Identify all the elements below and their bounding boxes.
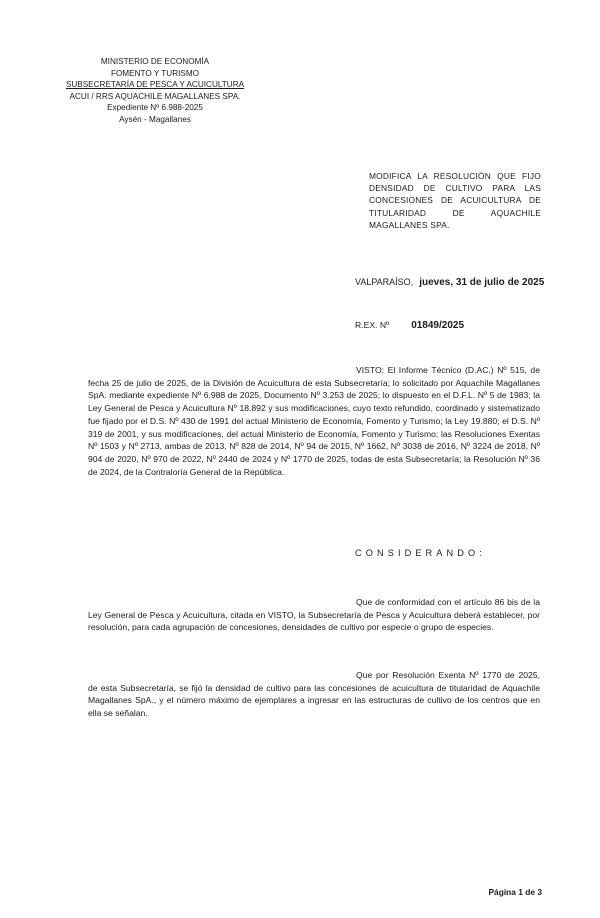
expediente-number: Expediente Nº 6.988-2025 — [107, 103, 203, 113]
considerando-heading: CONSIDERANDO: — [355, 548, 486, 558]
subsecretariat-line: SUBSECRETARÍA DE PESCA Y ACUICULTURA — [65, 80, 245, 90]
considerando-paragraph-1: Que de conformidad con el artículo 86 bis de la Ley General de Pesca y Acuicultura, citada en VISTO, la Subsecretaría de Pesca y Acuicultura deberá establecer, por resolución, para cada agrupación de concesiones, densidades de cultivo por especie o grupo de especies. — [88, 597, 540, 633]
institution-header — [40, 56, 270, 126]
visto-paragraph: VISTO: El Informe Técnico (D.AC.) Nº 515, de fecha 25 de julio de 2025, de la División de Acuicultura de esta Subsecretaría; lo solicitado por Aquachile Magallanes SpA. mediante expediente Nº 6.988 de 2025, Documento Nº 3.253 de 2025; lo dispuesto en el D.F.L. Nº 5 de 1983; la Ley General de Pesca y Acuicultura Nº 18.892 y sus modificaciones, cuyo texto refundido, coordinado y sistematizado fue fijado por el D.S. Nº 430 de 1991 del actual Ministerio de Economía, Fomento y Turismo; la Ley 19.880; el D.S. Nº 319 de 2001, y sus modificaciones, del actual Ministerio de Economía, Fomento y Turismo; las Resoluciones Exentas Nº 1503 y Nº 2713, ambas de 2013, Nº 828 de 2014, Nº 94 de 2015, Nº 1662, Nº 3038 de 2016, Nº 3224 de 2018, Nº 904 de 2020, Nº 970 de 2022, Nº 2440 de 2024 y Nº 1770 de 2025, todas de esta Subsecretaría; la Resolución Nº 36 de 2024, de la Contraloría General de la República. — [88, 365, 540, 477]
resolution-label: R.EX. Nº — [355, 320, 390, 330]
resolution-number-line — [355, 320, 464, 331]
resolution-number: 01849/2025 — [411, 320, 465, 331]
ministry-line-2: FOMENTO Y TURISMO — [110, 68, 200, 78]
region-line: Aysén - Magallanes — [119, 114, 191, 124]
place-date-line — [355, 277, 544, 288]
page-number: Página 1 de 3 — [488, 887, 542, 897]
resolution-subject: MODIFICA LA RESOLUCIÓN QUE FIJO DENSIDAD DE CULTIVO PARA LAS CONCESIONES DE ACUICULTURA DE TITULARIDAD DE AQUACHILE MAGALLANES SPA. — [369, 171, 541, 230]
ministry-line: MINISTERIO DE ECONOMÍA — [100, 57, 210, 66]
resolution-date: jueves, 31 de julio de 2025 — [419, 277, 545, 288]
place: VALPARAÍSO, — [355, 277, 414, 287]
reference-code: ACUI / RRS AQUACHILE MAGALLANES SPA. — [69, 91, 241, 101]
considerando-paragraph-2: Que por Resolución Exenta Nº 1770 de 2025, de esta Subsecretaría, se fijó la densidad de cultivo para las concesiones de acuicultura de titularidad de Aquachile Magallanes SpA., y el número máximo de ejemplares a ingresar en las estructuras de cultivo de los centros que en ella se señalan. — [88, 670, 540, 719]
